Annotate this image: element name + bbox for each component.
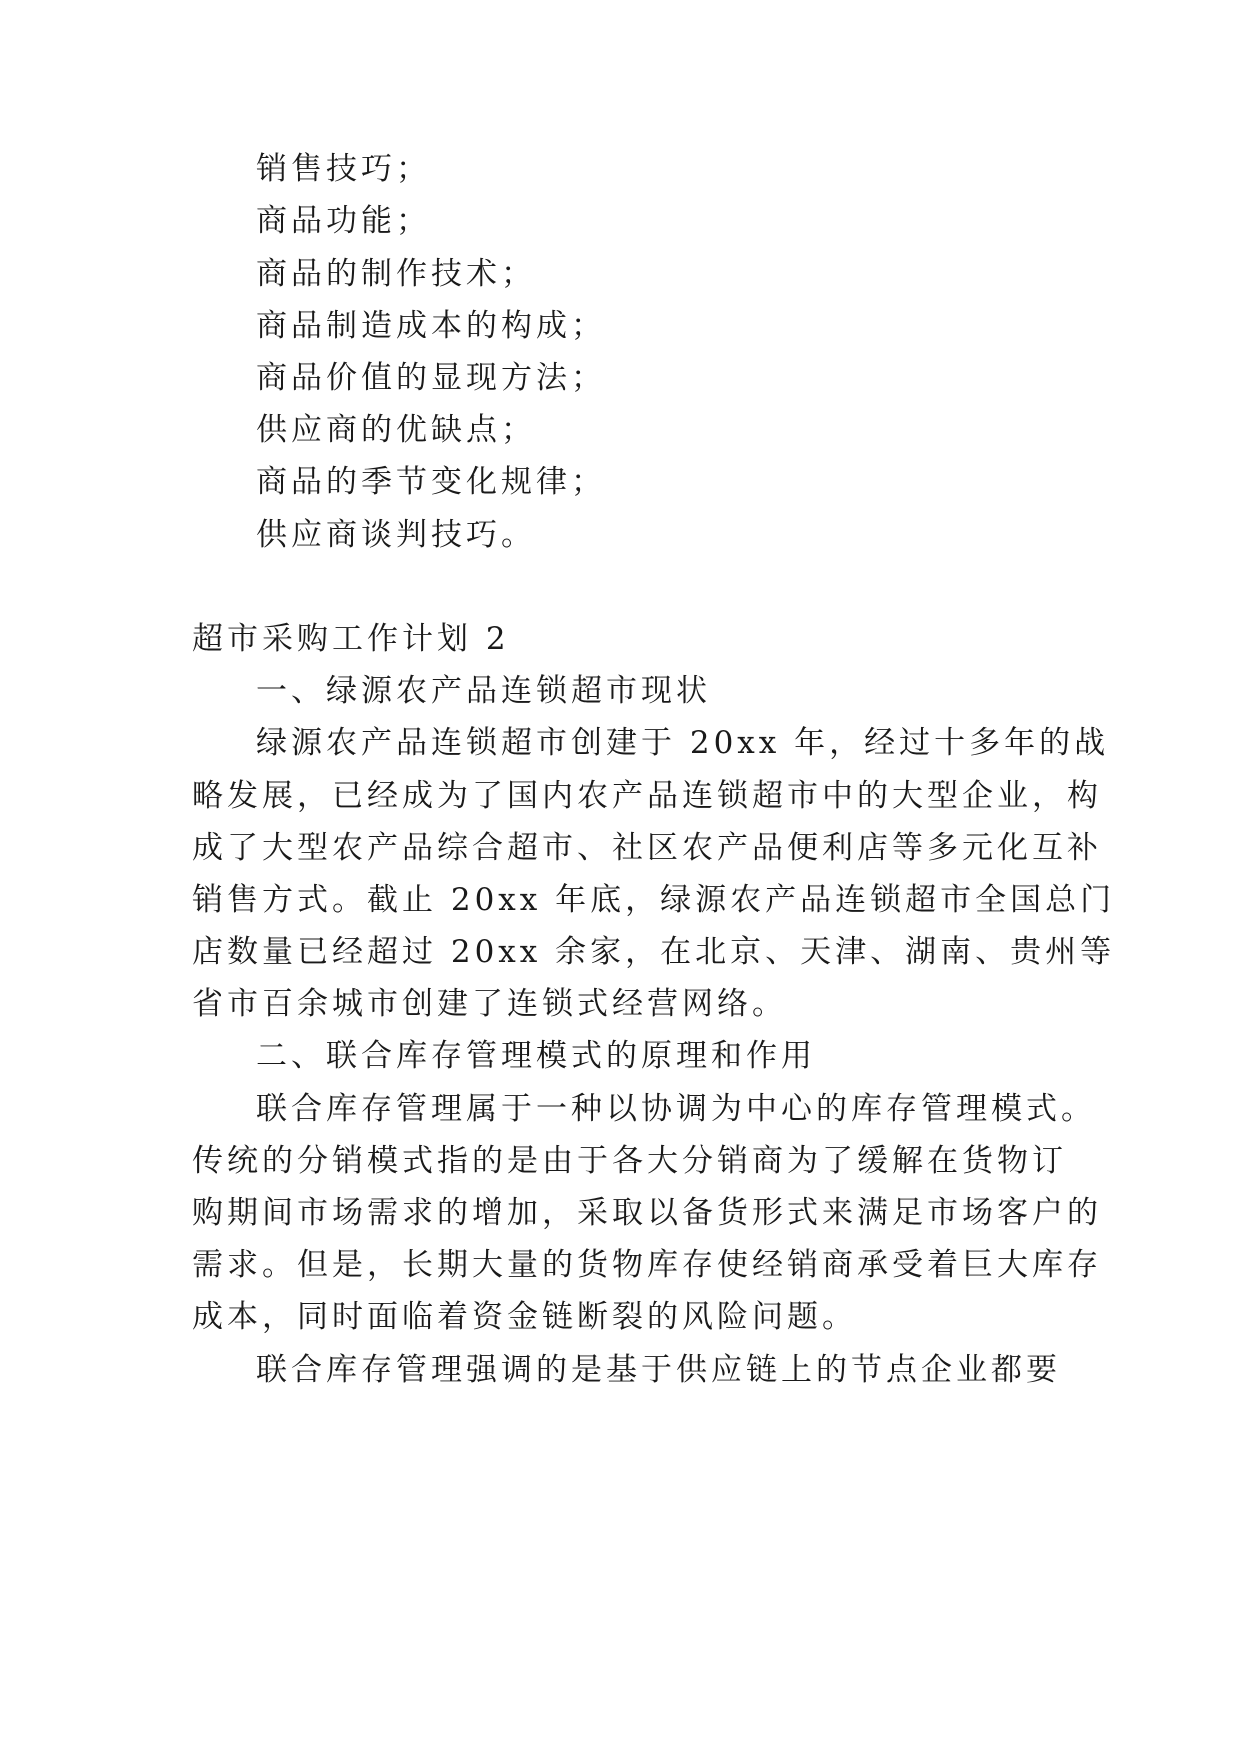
list-item: 商品的制作技术； — [256, 256, 536, 292]
list-item: 商品价值的显现方法； — [256, 360, 606, 396]
para-1-line: 绿源农产品连锁超市创建于 20xx 年，经过十多年的战 — [256, 725, 1110, 761]
para-2-line: 需求。但是，长期大量的货物库存使经销商承受着巨大库存 — [192, 1247, 1102, 1283]
para-1-line: 省市百余城市创建了连锁式经营网络。 — [192, 986, 787, 1022]
para-2-line: 成本，同时面临着资金链断裂的风险问题。 — [192, 1299, 857, 1335]
para-3-line: 联合库存管理强调的是基于供应链上的节点企业都要 — [256, 1352, 1061, 1388]
list-item: 商品功能； — [256, 203, 431, 239]
para-1-line: 销售方式。截止 20xx 年底，绿源农产品连锁超市全国总门 — [192, 882, 1116, 918]
list-item: 供应商的优缺点； — [256, 412, 536, 448]
para-1-line: 店数量已经超过 20xx 余家，在北京、天津、湖南、贵州等 — [192, 934, 1116, 970]
heading-2: 二、联合库存管理模式的原理和作用 — [256, 1038, 816, 1074]
list-item: 销售技巧； — [256, 151, 431, 187]
list-item: 供应商谈判技巧。 — [256, 517, 536, 553]
para-2-line: 购期间市场需求的增加，采取以备货形式来满足市场客户的 — [192, 1195, 1102, 1231]
heading-1: 一、绿源农产品连锁超市现状 — [256, 673, 711, 709]
list-item: 商品的季节变化规律； — [256, 464, 606, 500]
list-item: 商品制造成本的构成； — [256, 308, 606, 344]
para-1-line: 成了大型农产品综合超市、社区农产品便利店等多元化互补 — [192, 830, 1102, 866]
para-1-line: 略发展，已经成为了国内农产品连锁超市中的大型企业，构 — [192, 778, 1102, 814]
section-title: 超市采购工作计划 2 — [192, 621, 510, 657]
para-2-line: 联合库存管理属于一种以协调为中心的库存管理模式。 — [256, 1091, 1096, 1127]
para-2-line: 传统的分销模式指的是由于各大分销商为了缓解在货物订 — [192, 1143, 1067, 1179]
